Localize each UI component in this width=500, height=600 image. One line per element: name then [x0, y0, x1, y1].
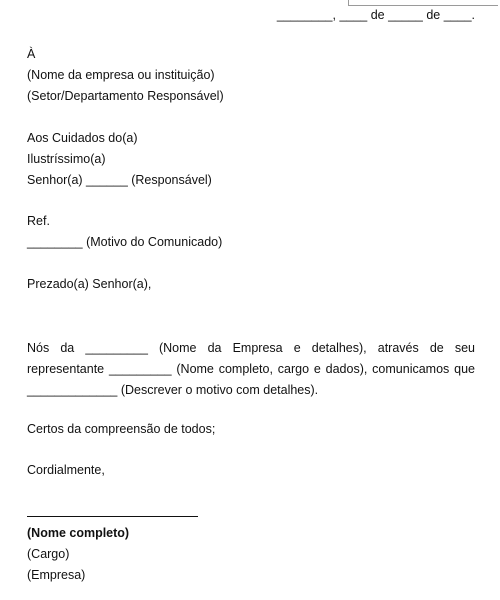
recipient-company: (Nome da empresa ou instituição)	[27, 68, 215, 82]
signature-company: (Empresa)	[27, 568, 86, 582]
salutation: Prezado(a) Senhor(a),	[27, 277, 152, 291]
salutation-block	[27, 274, 475, 295]
signature-name: (Nome completo)	[27, 526, 130, 540]
closing-sentence: Certos da compreensão de todos;	[27, 422, 216, 436]
closing: Cordialmente,	[27, 463, 105, 477]
body-paragraph: Nós da _________ (Nome da Empresa e detalhes), através de seu representante _________ (Nome completo, cargo e dados), comunicamos que _____________ (Descrever o motivo com detalhes).	[27, 341, 475, 397]
reference-label: Ref.	[27, 214, 50, 228]
date-line: ________, ____ de _____ de ____.	[276, 8, 475, 22]
recipient-department: (Setor/Departamento Responsável)	[27, 89, 224, 103]
attention-line-3: Senhor(a) ______ (Responsável)	[27, 173, 212, 187]
attention-block	[27, 128, 475, 191]
signature-block	[27, 523, 475, 586]
closing-block	[27, 460, 475, 481]
attention-line-1: Aos Cuidados do(a)	[27, 131, 138, 145]
header-frame-decoration	[348, 0, 498, 6]
signature-line	[27, 516, 198, 517]
closing-sentence-block	[27, 419, 475, 440]
recipient-block	[27, 44, 475, 107]
reference-subject: ________ (Motivo do Comunicado)	[27, 235, 223, 249]
attention-line-2: Ilustríssimo(a)	[27, 152, 106, 166]
reference-block	[27, 211, 475, 253]
signature-position: (Cargo)	[27, 547, 70, 561]
recipient-to: À	[27, 47, 36, 61]
